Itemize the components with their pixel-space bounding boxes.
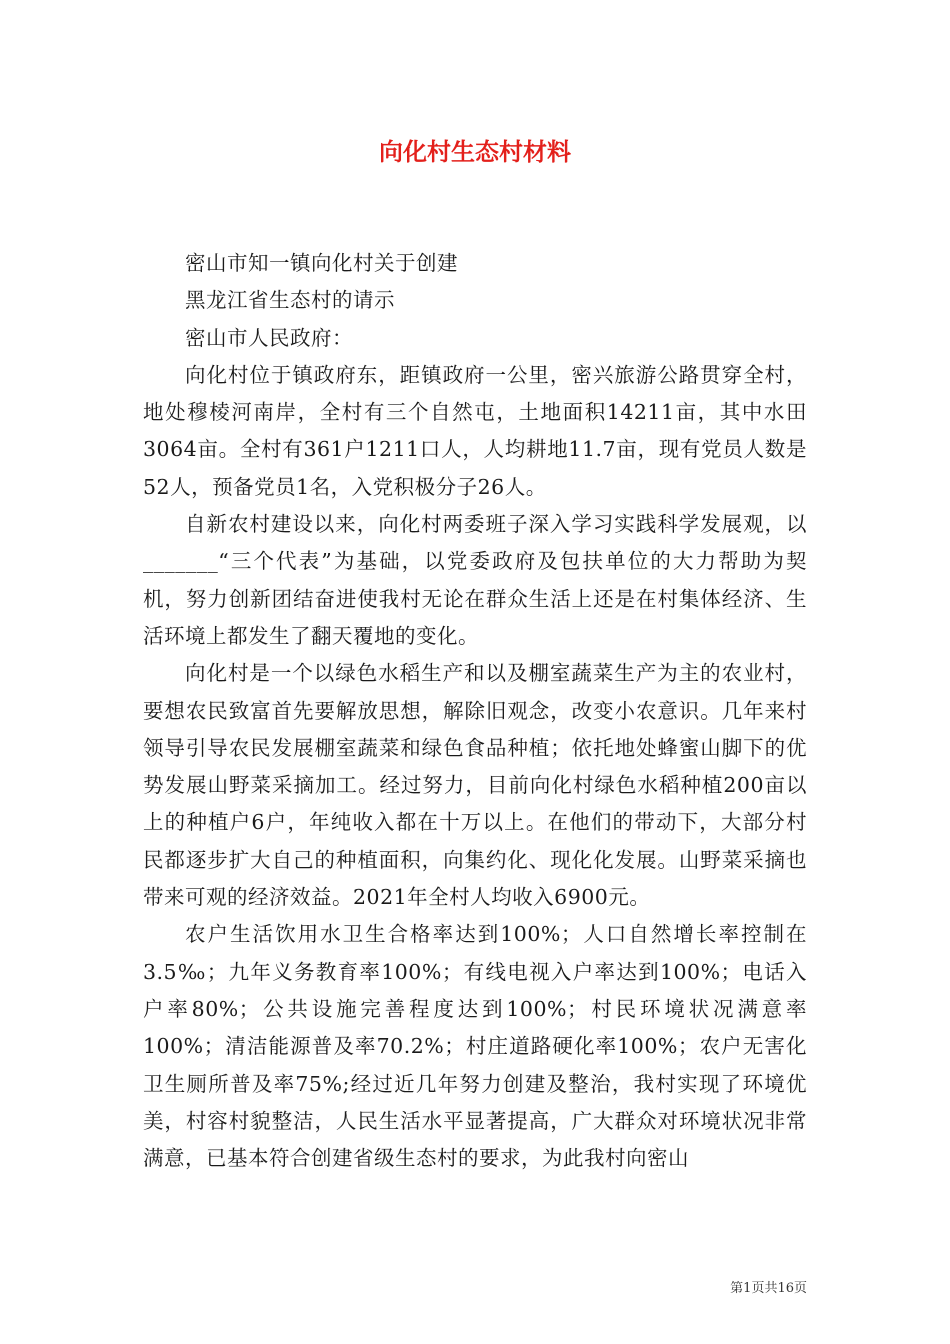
- document-title: 向化村生态村材料: [379, 138, 571, 166]
- document-body: [143, 245, 807, 1177]
- paragraph-heading-line-1: 密山市知一镇向化村关于创建: [185, 251, 459, 275]
- paragraph-indicators: 农户生活饮用水卫生合格率达到100%；人口自然增长率控制在3.5‰；九年义务教育率100%；有线电视入户率达到100%；电话入户率80%；公共设施完善程度达到100%；村民环境状况满意率100%；清洁能源普及率70.2%；村庄道路硬化率100%；农户无害化卫生厕所普及率75%;经过近几年努力创建及整治，我村实现了环境优美，村容村貌整洁，人民生活水平显著提高，广大群众对环境状况非常满意，已基本符合创建省级生态村的要求，为此我村向密山: [143, 922, 807, 1171]
- paragraph-heading-line-2: 黑龙江省生态村的请示: [185, 288, 396, 313]
- paragraph-village-overview: 向化村位于镇政府东，距镇政府一公里，密兴旅游公路贯穿全村，地处穆棱河南岸，全村有三个自然屯，土地面积14211亩，其中水田3064亩。全村有361户1211口人，人均耕地11.7亩，现有党员人数是52人，预备党员1名，入党积极分子26人。: [143, 362, 807, 499]
- paragraph-salutation: 密山市人民政府：: [185, 325, 354, 350]
- page-number: 第1页共16页: [730, 1281, 807, 1296]
- paragraph-agriculture: 向化村是一个以绿色水稻生产和以及棚室蔬菜生产为主的农业村，要想农民致富首先要解放思想，解除旧观念，改变小农意识。几年来村领导引导农民发展棚室蔬菜和绿色食品种植；依托地处蜂蜜山脚下的优势发展山野菜采摘加工。经过努力，目前向化村绿色水稻种植200亩以上的种植户6户，年纯收入都在十万以上。在他们的带动下，大部分村民都逐步扩大自己的种植面积，向集约化、现化化发展。山野菜采摘也带来可观的经济效益。2021年全村人均收入6900元。: [143, 661, 807, 910]
- paragraph-development: 自新农村建设以来，向化村两委班子深入学习实践科学发展观，以_______“三个代表”为基础，以党委政府及包扶单位的大力帮助为契机，努力创新团结奋进使我村无论在群众生活上还是在村集体经济、生活环境上都发生了翻天覆地的变化。: [143, 512, 807, 648]
